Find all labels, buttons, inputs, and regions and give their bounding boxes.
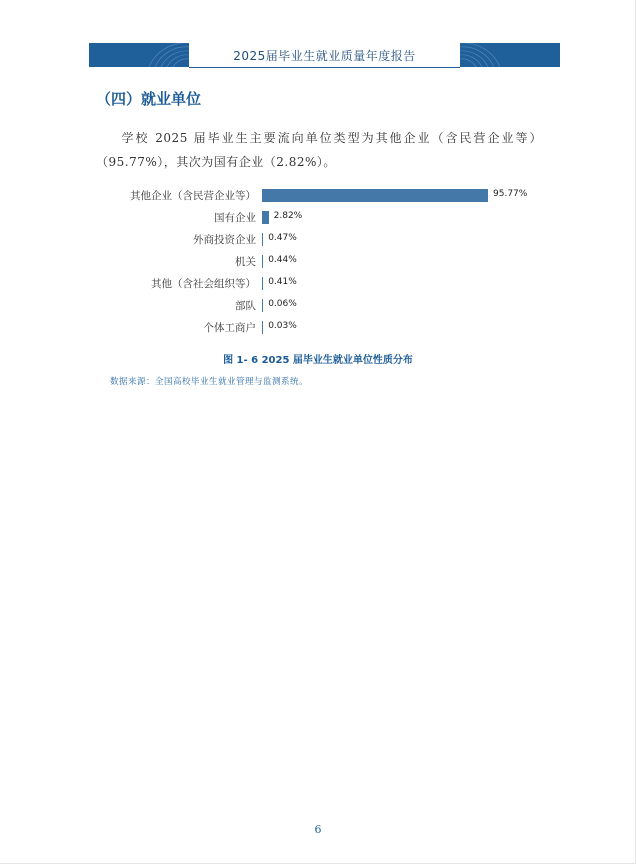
- header-center: [189, 43, 460, 68]
- paragraph-text: 学校 2025 届毕业生主要流向单位类型为其他企业（含民营企业等）（95.77%），其次为国有企业（2.82%）。: [96, 131, 542, 169]
- category-label: 其他企业（含民营企业等）: [130, 190, 256, 202]
- page-number: 6: [314, 823, 322, 836]
- category-label: 个体工商户: [203, 322, 256, 334]
- bar: [262, 321, 263, 334]
- value-label: 2.82%: [273, 211, 303, 221]
- value-label: 0.41%: [268, 277, 297, 287]
- chart-row: [100, 273, 560, 295]
- bar: [262, 233, 263, 246]
- header-title: 2025届毕业生就业质量年度报告: [233, 49, 416, 63]
- category-label: 部队: [235, 300, 256, 312]
- category-label: 外商投资企业: [193, 234, 256, 246]
- value-label: 0.03%: [268, 321, 297, 331]
- chart-row: [100, 251, 560, 273]
- body-paragraph: [96, 126, 542, 174]
- category-label: 机关: [235, 256, 256, 268]
- value-label: 0.44%: [268, 255, 297, 265]
- chart-row: [100, 207, 560, 229]
- bar-chart: [100, 185, 560, 345]
- section-title: （四）就业单位: [96, 90, 202, 108]
- chart-row: [100, 317, 560, 339]
- category-label: 其他（含社会组织等）: [151, 278, 256, 290]
- page-header: [89, 43, 560, 67]
- value-label: 0.06%: [268, 299, 297, 309]
- figure-caption: 图 1- 6 2025 届毕业生就业单位性质分布: [223, 355, 413, 366]
- value-label: 95.77%: [493, 189, 528, 199]
- chart-row: [100, 185, 560, 207]
- bar: [262, 299, 263, 312]
- data-source: 数据来源：全国高校毕业生就业管理与监测系统。: [110, 377, 309, 387]
- bar: [262, 277, 263, 290]
- category-label: 国有企业: [214, 212, 256, 224]
- bar: [262, 189, 488, 202]
- chart-row: [100, 295, 560, 317]
- chart-row: [100, 229, 560, 251]
- value-label: 0.47%: [268, 233, 297, 243]
- header-decoration-left: [89, 43, 189, 67]
- header-arc-pattern-left: [89, 43, 189, 67]
- bar: [262, 255, 263, 268]
- header-arc-pattern-right: [460, 43, 560, 67]
- header-decoration-right: [460, 43, 560, 67]
- bar: [262, 211, 269, 224]
